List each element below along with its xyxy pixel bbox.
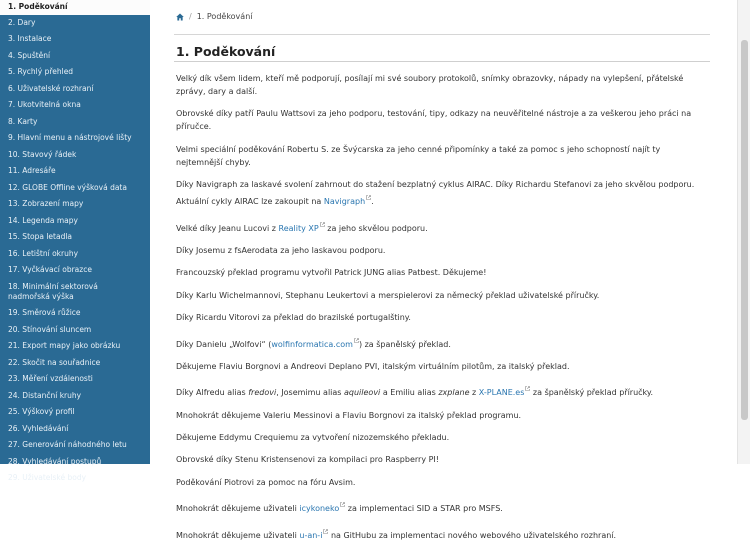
sidebar-item[interactable]: 11. Adresáře	[8, 166, 56, 176]
text-run: , Josemimu alias	[276, 388, 344, 398]
link-text[interactable]: u-an-i	[299, 530, 323, 540]
sidebar-item[interactable]: 25. Výškový profil	[8, 407, 75, 417]
external-link-icon	[354, 334, 359, 339]
sidebar-item[interactable]: 23. Měření vzdálenosti	[8, 374, 93, 384]
sidebar-item[interactable]: 26. Vyhledávání	[8, 423, 69, 433]
sidebar-item[interactable]: 12. GLOBE Offline výšková data	[8, 182, 127, 192]
text-run: Obrovské díky Stenu Kristensenovi za kompilaci pro Raspberry PI!	[176, 455, 439, 465]
paragraph	[176, 178, 708, 208]
external-link[interactable]	[299, 504, 345, 513]
link-text[interactable]: wolfinformatica.com	[271, 339, 353, 349]
text-run: Děkujeme Eddymu Crequiemu za vytvoření nizozemského překladu.	[176, 433, 450, 443]
paragraph	[176, 431, 708, 444]
paragraph	[176, 525, 708, 542]
external-link[interactable]	[279, 224, 325, 233]
text-run: za implementaci SID a STAR pro MSFS.	[345, 504, 503, 514]
text-run: Děkujeme Flaviu Borgnovi a Andreovi Deplano PVI, italským virtuálním pilotům, za italský překlad.	[176, 361, 570, 371]
sidebar-item[interactable]: 4. Spuštění	[8, 50, 51, 60]
paragraph	[176, 476, 708, 489]
text-run: Mnohokrát děkujeme uživateli	[176, 504, 300, 514]
text-run: Díky Ricardu Vitorovi za překlad do brazilské portugalštiny.	[176, 313, 411, 323]
sidebar-item[interactable]: 14. Legenda mapy	[8, 215, 78, 225]
paragraph	[176, 360, 708, 373]
text-run: Velké díky Jeanu Lucovi z	[176, 223, 279, 233]
external-link[interactable]	[479, 388, 531, 397]
text-run: Velký dík všem lidem, kteří mě podporují, posílají mi své soubory protokolů, snímky obrazovky, nápady na vylepšení, přátelské zprávy, dary a další.	[176, 74, 684, 96]
breadcrumb	[176, 12, 252, 21]
text-run: Velmi speciální poděkování Robertu S. ze Švýcarska za jeho cenné připomínky a také za pomoc s jeho schopností najít ty nejtemnější chyby.	[176, 144, 661, 167]
sidebar-item[interactable]: 15. Stopa letadla	[8, 232, 73, 242]
paragraph	[176, 409, 708, 422]
scrollbar-thumb[interactable]	[741, 40, 748, 420]
sidebar-item[interactable]: 18. Minimální sektorová nadmořská výška	[8, 281, 98, 301]
link-text[interactable]: icykoneko	[299, 504, 340, 514]
sidebar-item[interactable]: 3. Instalace	[8, 34, 52, 44]
link-text[interactable]: Navigraph	[323, 197, 366, 207]
sidebar-item[interactable]: 28. Vyhledávání postupů	[8, 456, 102, 466]
sidebar-item[interactable]: 17. Vyčkávací obrazce	[8, 265, 92, 275]
breadcrumb-current: 1. Poděkování	[196, 12, 253, 21]
sidebar-item[interactable]: 13. Zobrazení mapy	[8, 199, 84, 209]
text-run: Díky Josemu z fsAerodata za jeho laskavou podporu.	[176, 245, 386, 255]
sidebar-item[interactable]: 1. Poděkování	[0, 0, 150, 15]
sidebar-item[interactable]: 2. Dary	[8, 17, 36, 27]
sidebar-item[interactable]: 29. Uživatelské body	[8, 473, 87, 483]
external-link[interactable]	[324, 197, 371, 206]
text-run: za jeho skvělou podporu.	[324, 223, 428, 233]
link-text[interactable]: X-PLANE.es	[478, 388, 525, 398]
sidebar-item[interactable]: 10. Stavový řádek	[8, 149, 77, 159]
paragraph	[176, 453, 708, 466]
title-divider	[174, 61, 710, 62]
sidebar-item[interactable]: 7. Ukotvitelná okna	[8, 100, 81, 110]
header-divider	[174, 34, 710, 35]
paragraph	[176, 218, 708, 235]
paragraph	[176, 266, 708, 279]
paragraph	[176, 244, 708, 257]
text-run: Francouzský překlad programu vytvořil Patrick JUNG alias Patbest. Děkujeme!	[176, 268, 487, 278]
external-link-icon	[320, 218, 325, 223]
sidebar-item[interactable]: 21. Export mapy jako obrázku	[8, 341, 121, 351]
sidebar-item[interactable]: 16. Letištní okruhy	[8, 248, 79, 258]
text-run: .	[371, 197, 374, 207]
paragraph	[176, 72, 708, 98]
text-run: Obrovské díky patří Paulu Wattsovi za jeho podporu, testování, tipy, odkazy na neuvěřitelné nástroje a za veškerou jeho práci na příručce.	[176, 109, 692, 132]
text-run: Mnohokrát děkujeme Valeriu Messinovi a Flaviu Borgnovi za italský překlad programu.	[176, 410, 522, 420]
text-run: a Emiliu alias	[380, 388, 439, 398]
sidebar-item[interactable]: 19. Směrová růžice	[8, 308, 81, 318]
text-run: za španělský překlad příručky.	[530, 388, 654, 398]
sidebar-item[interactable]: 20. Stínování sluncem	[8, 324, 92, 334]
external-link-icon	[323, 525, 328, 530]
paragraph	[176, 311, 708, 324]
text-run: na GitHubu za implementaci nového webového uživatelského rozhraní.	[328, 530, 617, 540]
home-icon[interactable]	[176, 13, 184, 21]
text-run: z	[469, 388, 479, 398]
paragraph	[176, 143, 708, 169]
article-body	[176, 72, 708, 551]
nav-list	[0, 0, 150, 487]
paragraph	[176, 382, 708, 399]
link-text[interactable]: Reality XP	[278, 223, 319, 233]
sidebar-item[interactable]: 27. Generování náhodného letu	[8, 440, 127, 450]
page-title: 1. Poděkování	[176, 44, 276, 59]
text-run: Díky Alfredu alias	[176, 388, 249, 398]
sidebar-item[interactable]: 22. Skočit na souřadnice	[8, 357, 101, 367]
sidebar-item[interactable]: 5. Rychlý přehled	[8, 67, 74, 77]
paragraph	[176, 498, 708, 515]
main-content	[150, 0, 750, 540]
external-link[interactable]	[271, 340, 359, 349]
external-link-icon	[525, 382, 530, 387]
paragraph	[176, 289, 708, 302]
paragraph	[176, 334, 708, 351]
paragraph	[176, 107, 708, 133]
text-run: Díky Karlu Wichelmannovi, Stephanu Leukertovi a merspielerovi za německý překlad uživatelské příručky.	[176, 290, 600, 300]
external-link[interactable]	[299, 531, 328, 540]
sidebar-item[interactable]: 24. Distanční kruhy	[8, 390, 82, 400]
breadcrumb-separator: /	[189, 12, 192, 21]
sidebar-nav	[0, 0, 150, 483]
external-link-icon	[340, 498, 345, 503]
text-run: ) za španělský překlad.	[358, 339, 451, 349]
sidebar-item[interactable]: 6. Uživatelské rozhraní	[8, 83, 94, 93]
text-run: Poděkování Piotrovi za pomoc na fóru Avsim.	[176, 477, 356, 487]
emphasis-text: aquileovi	[344, 388, 381, 398]
emphasis-text: zxplane	[438, 388, 470, 398]
external-link-icon	[366, 191, 371, 196]
text-run: Díky Navigraph za laskavé svolení zahrnout do stažení bezplatný cyklus AIRAC. Díky Richardu Stefanovi za jeho skvělou podporu. Aktuální cykly AIRAC lze zakoupit na	[176, 180, 695, 207]
emphasis-text: fredovi	[248, 388, 277, 398]
text-run: Mnohokrát děkujeme uživateli	[176, 530, 300, 540]
scrollbar[interactable]	[737, 0, 750, 464]
sidebar-item[interactable]: 9. Hlavní menu a nástrojové lišty	[8, 133, 132, 143]
sidebar-item[interactable]: 8. Karty	[8, 116, 38, 126]
text-run: Díky Danielu „Wolfovi“ (	[176, 339, 272, 349]
